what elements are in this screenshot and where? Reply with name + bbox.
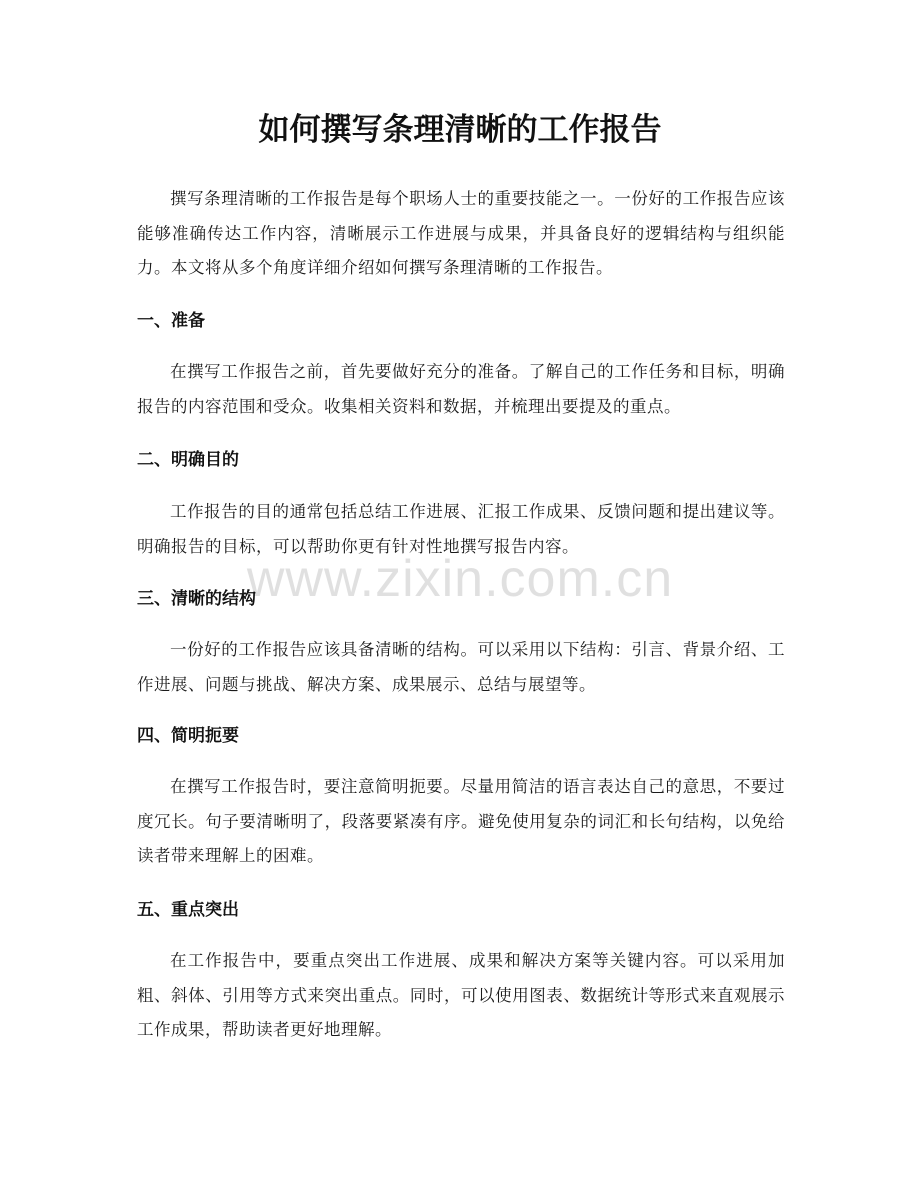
section-body-5: 在工作报告中，要重点突出工作进展、成果和解决方案等关键内容。可以采用加粗、斜体、引用等方式来突出重点。同时，可以使用图表、数据统计等形式来直观展示工作成果，帮助读者更好地理解。 <box>137 951 785 1039</box>
section-heading-4: 四、简明扼要 <box>137 726 239 746</box>
watermark: www.zixin.com.cn <box>246 550 674 608</box>
document-title: 如何撰写条理清晰的工作报告 <box>258 112 662 148</box>
intro-paragraph: 撰写条理清晰的工作报告是每个职场人士的重要技能之一。一份好的工作报告应该能够准确传达工作内容，清晰展示工作进展与成果，并具备良好的逻辑结构与组织能力。本文将从多个角度详细介绍如何撰写条理清晰的工作报告。 <box>137 189 785 277</box>
section-heading-5: 五、重点突出 <box>137 900 239 920</box>
section-heading-1: 一、准备 <box>137 311 205 331</box>
section-heading-2: 二、明确目的 <box>137 450 239 470</box>
section-body-4: 在撰写工作报告时，要注意简明扼要。尽量用简洁的语言表达自己的意思，不要过度冗长。句子要清晰明了，段落要紧凑有序。避免使用复杂的词汇和长句结构，以免给读者带来理解上的困难。 <box>137 777 785 865</box>
section-body-2: 工作报告的目的通常包括总结工作进展、汇报工作成果、反馈问题和提出建议等。明确报告的目标，可以帮助你更有针对性地撰写报告内容。 <box>137 502 785 556</box>
section-body-3: 一份好的工作报告应该具备清晰的结构。可以采用以下结构：引言、背景介绍、工作进展、问题与挑战、解决方案、成果展示、总结与展望等。 <box>137 640 785 694</box>
section-body-1: 在撰写工作报告之前，首先要做好充分的准备。了解自己的工作任务和目标，明确报告的内容范围和受众。收集相关资料和数据，并梳理出要提及的重点。 <box>137 362 785 416</box>
section-heading-3: 三、清晰的结构 <box>137 589 256 609</box>
